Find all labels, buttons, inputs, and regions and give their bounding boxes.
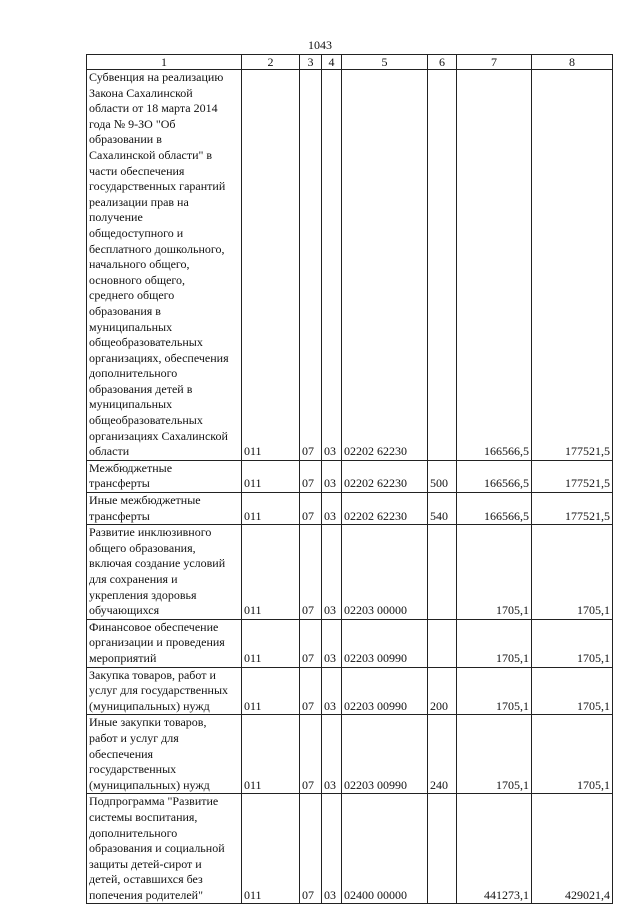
row-name: Развитие инклюзивного общего образования, включая создание условий для сохранения и укрепления здоровья обучающихся xyxy=(87,525,242,620)
cell-col-5: 02203 00990 xyxy=(342,619,428,667)
cell-col-4: 03 xyxy=(322,460,342,492)
cell-col-2: 011 xyxy=(242,794,300,904)
cell-col-7: 441273,1 xyxy=(457,794,532,904)
cell-col-5: 02203 00990 xyxy=(342,715,428,794)
cell-col-2: 011 xyxy=(242,493,300,525)
table-row xyxy=(87,493,613,525)
cell-col-6: 240 xyxy=(428,715,457,794)
cell-col-5: 02202 62230 xyxy=(342,460,428,492)
table-row xyxy=(87,794,613,904)
cell-col-6 xyxy=(428,619,457,667)
cell-col-6 xyxy=(428,525,457,620)
cell-col-8: 177521,5 xyxy=(532,460,613,492)
cell-col-7: 166566,5 xyxy=(457,493,532,525)
header-col-4: 4 xyxy=(322,55,342,70)
cell-col-4: 03 xyxy=(322,70,342,461)
cell-col-3: 07 xyxy=(300,794,322,904)
cell-col-2: 011 xyxy=(242,525,300,620)
header-col-2: 2 xyxy=(242,55,300,70)
header-col-5: 5 xyxy=(342,55,428,70)
cell-col-8: 1705,1 xyxy=(532,525,613,620)
page-number: 1043 xyxy=(308,38,332,52)
cell-col-3: 07 xyxy=(300,460,322,492)
header-col-3: 3 xyxy=(300,55,322,70)
row-name: Межбюджетные трансферты xyxy=(87,460,242,492)
table-row xyxy=(87,460,613,492)
cell-col-8: 429021,4 xyxy=(532,794,613,904)
header-col-8: 8 xyxy=(532,55,613,70)
cell-col-4: 03 xyxy=(322,619,342,667)
header-col-6: 6 xyxy=(428,55,457,70)
cell-col-3: 07 xyxy=(300,493,322,525)
cell-col-5: 02400 00000 xyxy=(342,794,428,904)
cell-col-2: 011 xyxy=(242,460,300,492)
header-col-1: 1 xyxy=(87,55,242,70)
cell-col-4: 03 xyxy=(322,667,342,715)
cell-col-2: 011 xyxy=(242,619,300,667)
row-name: Закупка товаров, работ и услуг для государственных (муниципальных) нужд xyxy=(87,667,242,715)
cell-col-8: 1705,1 xyxy=(532,715,613,794)
row-name: Финансовое обеспечение организации и проведения мероприятий xyxy=(87,619,242,667)
cell-col-3: 07 xyxy=(300,715,322,794)
table-row xyxy=(87,70,613,461)
cell-col-7: 1705,1 xyxy=(457,619,532,667)
cell-col-8: 177521,5 xyxy=(532,70,613,461)
table-row xyxy=(87,715,613,794)
cell-col-8: 1705,1 xyxy=(532,619,613,667)
cell-col-3: 07 xyxy=(300,525,322,620)
cell-col-3: 07 xyxy=(300,619,322,667)
budget-table xyxy=(86,54,613,904)
cell-col-5: 02203 00990 xyxy=(342,667,428,715)
cell-col-6 xyxy=(428,70,457,461)
cell-col-3: 07 xyxy=(300,667,322,715)
cell-col-8: 177521,5 xyxy=(532,493,613,525)
row-name: Иные межбюджетные трансферты xyxy=(87,493,242,525)
cell-col-7: 1705,1 xyxy=(457,525,532,620)
cell-col-5: 02202 62230 xyxy=(342,70,428,461)
cell-col-5: 02202 62230 xyxy=(342,493,428,525)
table-row xyxy=(87,619,613,667)
cell-col-3: 07 xyxy=(300,70,322,461)
cell-col-4: 03 xyxy=(322,794,342,904)
cell-col-6: 500 xyxy=(428,460,457,492)
cell-col-2: 011 xyxy=(242,667,300,715)
table-row xyxy=(87,667,613,715)
cell-col-2: 011 xyxy=(242,715,300,794)
table-row xyxy=(87,525,613,620)
row-name: Иные закупки товаров, работ и услуг для обеспечения государственных (муниципальных) нужд xyxy=(87,715,242,794)
row-name: Субвенция на реализацию Закона Сахалинской области от 18 марта 2014 года № 9-ЗО "Об образовании в Сахалинской области" в части обеспечения государственных гарантий реализации прав на получение общедоступного и бесплатного дошкольного, начального общего, основного общего, среднего общего образования в муниципальных общеобразовательных организациях, обеспечения дополнительного образования детей в муниципальных общеобразовательных организациях Сахалинской области xyxy=(87,70,242,461)
cell-col-6: 540 xyxy=(428,493,457,525)
cell-col-4: 03 xyxy=(322,525,342,620)
cell-col-2: 011 xyxy=(242,70,300,461)
cell-col-8: 1705,1 xyxy=(532,667,613,715)
cell-col-5: 02203 00000 xyxy=(342,525,428,620)
cell-col-4: 03 xyxy=(322,715,342,794)
header-col-7: 7 xyxy=(457,55,532,70)
cell-col-4: 03 xyxy=(322,493,342,525)
row-name: Подпрограмма "Развитие системы воспитания, дополнительного образования и социальной защиты детей-сирот и детей, оставшихся без попечения родителей" xyxy=(87,794,242,904)
cell-col-7: 1705,1 xyxy=(457,667,532,715)
cell-col-7: 166566,5 xyxy=(457,70,532,461)
cell-col-7: 166566,5 xyxy=(457,460,532,492)
cell-col-6: 200 xyxy=(428,667,457,715)
header-row xyxy=(87,55,613,70)
cell-col-6 xyxy=(428,794,457,904)
cell-col-7: 1705,1 xyxy=(457,715,532,794)
